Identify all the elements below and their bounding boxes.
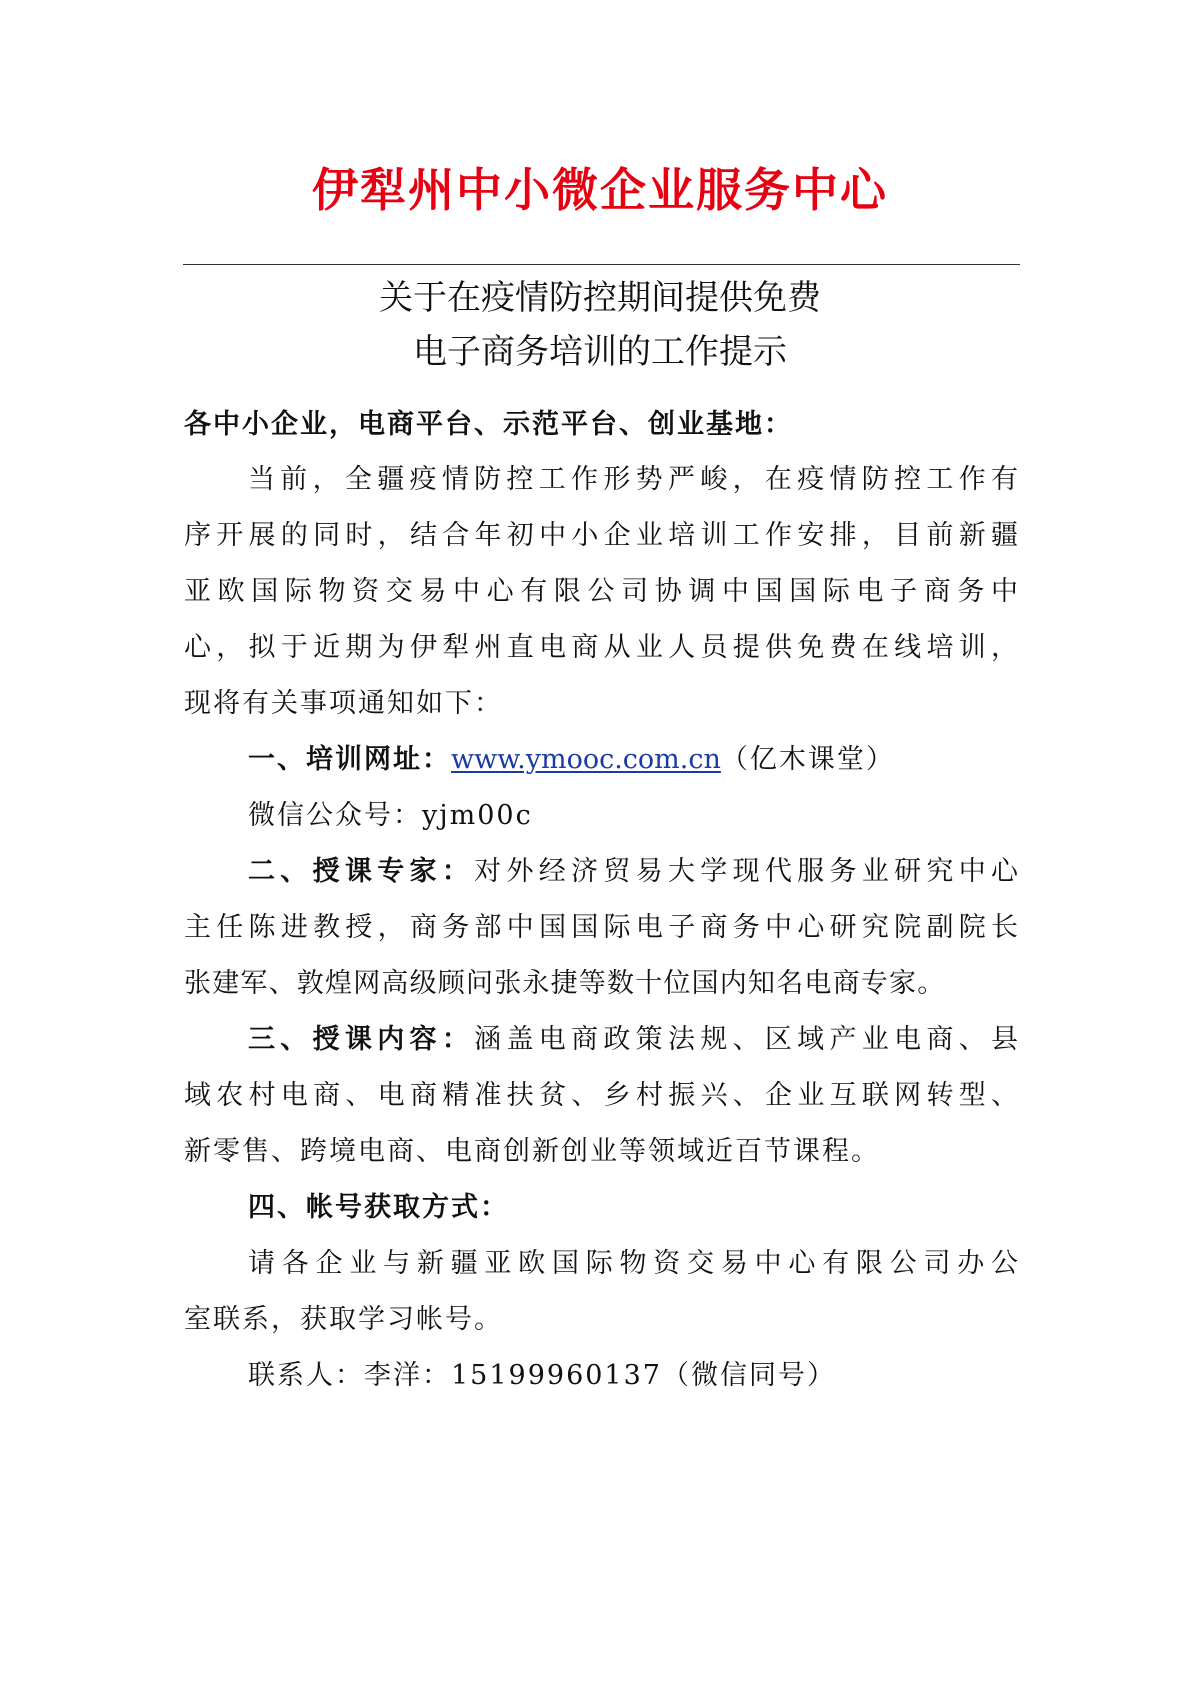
item-2-line-3: 张建军、敦煌网高级顾问张永捷等数十位国内知名电商专家。 (184, 968, 946, 999)
header-divider (183, 264, 1020, 265)
item-3-line-3: 新零售、跨境电商、电商创新创业等领域近百节课程。 (184, 1136, 880, 1167)
contact-info: 联系人：李洋：15199960137（微信同号） (248, 1360, 836, 1391)
item-1-training-url (248, 740, 1024, 780)
item-3-line-2: 域农村电商、电商精准扶贫、乡村振兴、企业互联网转型、 (184, 1080, 1020, 1111)
salutation: 各中小企业，电商平台、示范平台、创业基地： (184, 409, 793, 440)
paragraph-1-line-4: 心，拟于近期为伊犁州直电商从业人员提供免费在线培训， (184, 632, 1020, 663)
item-2-label: 二、授课专家： (248, 856, 475, 887)
item-3-line-1 (248, 1020, 1020, 1060)
item-2-line-2: 主任陈进教授，商务部中国国际电子商务中心研究院副院长 (184, 912, 1020, 943)
paragraph-1-line-2: 序开展的同时，结合年初中小企业培训工作安排，目前新疆 (184, 520, 1020, 551)
training-url-link[interactable]: www.ymooc.com.cn (451, 744, 721, 775)
item-3-text: 涵盖电商政策法规、区域产业电商、县 (474, 1024, 1021, 1055)
item-1-suffix: （亿木课堂） (720, 744, 895, 775)
item-4-line-1: 请各企业与新疆亚欧国际物资交易中心有限公司办公 (248, 1248, 1020, 1279)
document-title-line-2: 电子商务培训的工作提示 (413, 332, 787, 372)
paragraph-1-line-3: 亚欧国际物资交易中心有限公司协调中国国际电子商务中 (184, 576, 1020, 607)
org-header-title: 伊犁州中小微企业服务中心 (312, 163, 888, 217)
item-2-text: 对外经济贸易大学现代服务业研究中心 (474, 856, 1021, 887)
item-4-label: 四、帐号获取方式： (248, 1192, 509, 1223)
paragraph-1-line-5: 现将有关事项通知如下： (184, 688, 503, 719)
item-4-line-2: 室联系，获取学习帐号。 (184, 1304, 503, 1335)
paragraph-1-line-1: 当前，全疆疫情防控工作形势严峻，在疫情防控工作有 (248, 464, 1020, 495)
item-1-label: 一、培训网址： (248, 744, 451, 775)
item-3-label: 三、授课内容： (248, 1024, 475, 1055)
item-2-line-1 (248, 852, 1020, 892)
item-1-wechat: 微信公众号：yjm00c (248, 800, 533, 831)
document-title-line-1: 关于在疫情防控期间提供免费 (379, 278, 821, 318)
